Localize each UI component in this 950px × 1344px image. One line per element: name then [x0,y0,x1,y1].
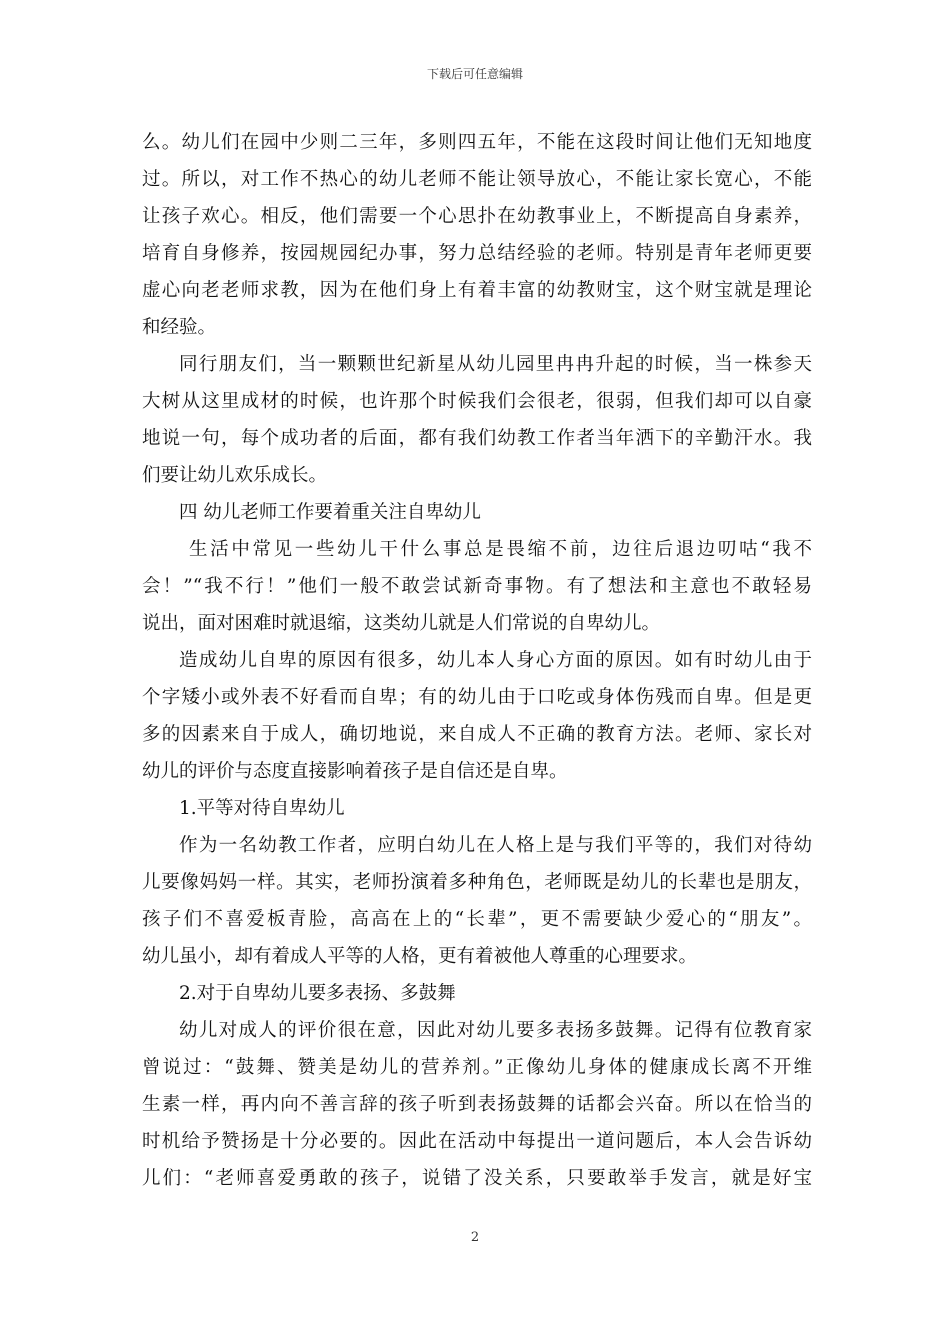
body-line: 儿们：“老师喜爱勇敢的孩子，说错了没关系，只要敢举手发言，就是好宝 [142,1168,812,1189]
body-line: 虚心向老老师求教，因为在他们身上有着丰富的幼教财宝，这个财宝就是理论 [142,280,812,301]
body-line: 孩子们不喜爱板青脸，高高在上的“长辈”，更不需要缺少爱心的“朋友”。 [142,909,812,930]
page-number: 2 [470,1230,480,1245]
body-line: 让孩子欢心。相反，他们需要一个心思扑在幼教事业上，不断提高自身素养， [142,206,812,227]
body-line: 儿要像妈妈一样。其实，老师扮演着多种角色，老师既是幼儿的长辈也是朋友， [142,872,812,893]
body-line: 多的因素来自于成人，确切地说，来自成人不正确的教育方法。老师、家长对 [142,724,812,745]
body-line: 么。幼儿们在园中少则二三年，多则四五年，不能在这段时间让他们无知地度 [142,132,812,153]
body-line: 大树从这里成材的时候，也许那个时候我们会很老，很弱，但我们却可以自豪 [142,391,812,412]
paragraph-first-line: 幼儿对成人的评价很在意，因此对幼儿要多表扬多鼓舞。记得有位教育家 [179,1020,812,1041]
body-line: 过。所以，对工作不热心的幼儿老师不能让领导放心，不能让家长宽心，不能 [142,169,812,190]
body-line: 幼儿的评价与态度直接影响着孩子是自信还是自卑。 [142,761,568,782]
section-heading: 四 幼儿老师工作要着重关注自卑幼儿 [179,502,481,523]
body-line: 地说一句，每个成功者的后面，都有我们幼教工作者当年洒下的辛勤汗水。我 [142,428,812,449]
body-line: 幼儿虽小，却有着成人平等的人格，更有着被他人尊重的心理要求。 [142,946,698,967]
body-line: 培育自身修养，按园规园纪办事，努力总结经验的老师。特别是青年老师更要 [142,243,812,264]
page-header: 下载后可任意编辑 [426,67,523,81]
subsection-heading: 2.对于自卑幼儿要多表扬、多鼓舞 [179,983,456,1004]
body-line: 个字矮小或外表不好看而自卑；有的幼儿由于口吃或身体伤残而自卑。但是更 [142,687,812,708]
subsection-heading: 1.平等对待自卑幼儿 [179,798,345,819]
body-line: 会！”“我不行！”他们一般不敢尝试新奇事物。有了想法和主意也不敢轻易 [142,576,812,597]
body-line: 和经验。 [142,317,217,338]
document-body [142,124,812,1197]
paragraph-first-line: 生活中常见一些幼儿干什么事总是畏缩不前，边往后退边叨咕“我不 [189,539,812,560]
body-line: 们要让幼儿欢乐成长。 [142,465,328,486]
paragraph-first-line: 造成幼儿自卑的原因有很多，幼儿本人身心方面的原因。如有时幼儿由于 [179,650,812,671]
paragraph-first-line: 同行朋友们，当一颗颗世纪新星从幼儿园里冉冉升起的时候，当一株参天 [179,354,812,375]
body-line: 说出，面对困难时就退缩，这类幼儿就是人们常说的自卑幼儿。 [142,613,661,634]
paragraph-first-line: 作为一名幼教工作者，应明白幼儿在人格上是与我们平等的，我们对待幼 [179,835,812,856]
body-line: 时机给予赞扬是十分必要的。因此在活动中每提出一道问题后，本人会告诉幼 [142,1131,812,1152]
body-line: 生素一样，再内向不善言辞的孩子听到表扬鼓舞的话都会兴奋。所以在恰当的 [142,1094,812,1115]
body-line: 曾说过：“鼓舞、赞美是幼儿的营养剂。”正像幼儿身体的健康成长离不开维 [142,1057,812,1078]
